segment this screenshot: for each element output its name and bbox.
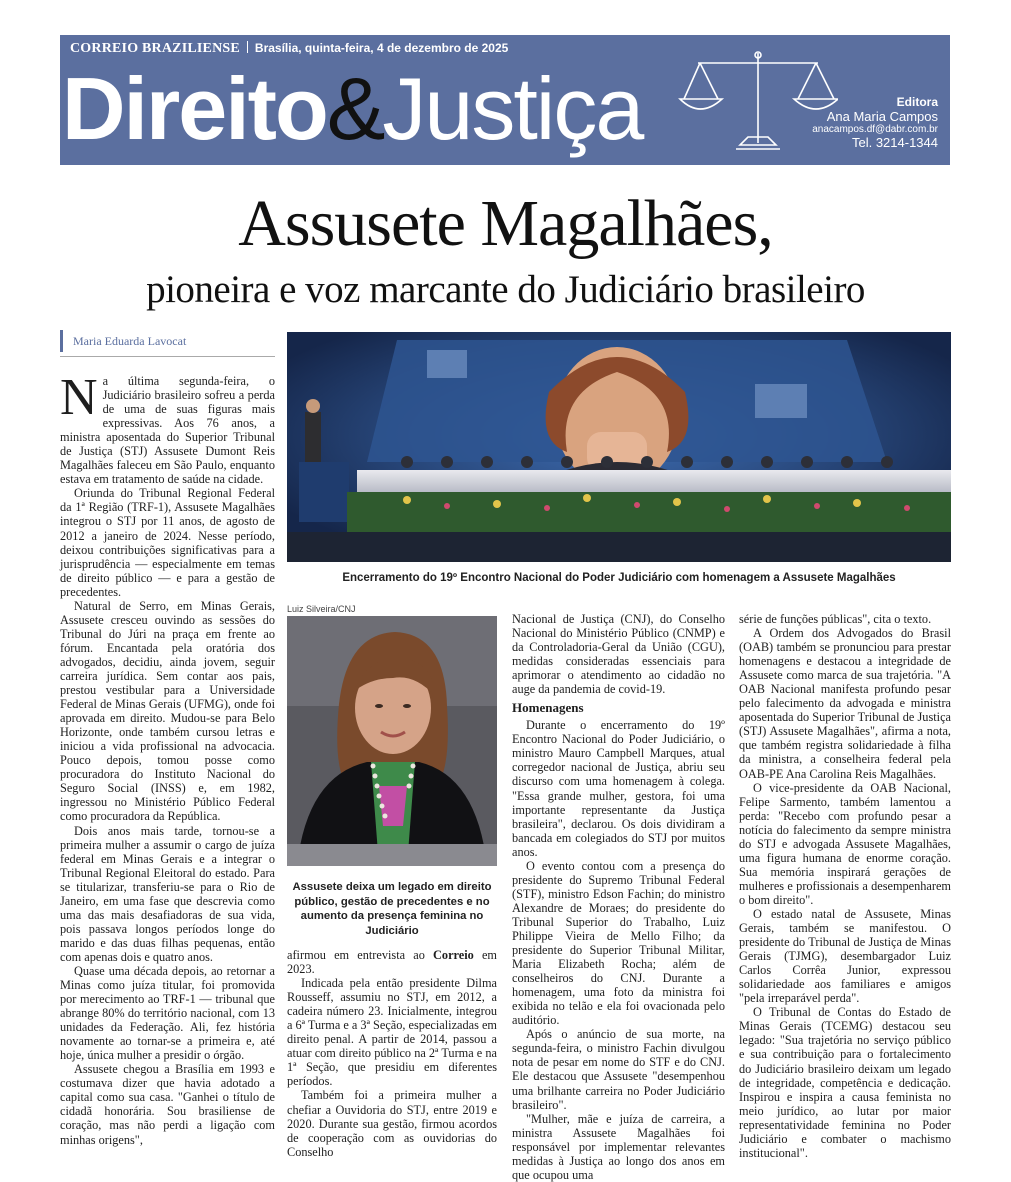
section-title-ampersand: & — [326, 59, 383, 158]
editor-box — [812, 95, 938, 150]
article-paragraph: Durante o encerramento do 19º Encontro Nacional do Poder Judiciário, o ministro Mauro Campbell Marques, atual corregedor nacional de Justiça, abriu seu discurso com uma homenagem à colega. "Essa grande mulher, gestora, foi uma importante representante da Justiça brasileira", declarou. Os dois dividiram a bancada em colegiados do STJ por muitos anos. — [512, 718, 725, 859]
byline-rule — [60, 356, 275, 357]
article-column-4 — [739, 612, 951, 1160]
article-column-2 — [287, 948, 497, 1159]
article-paragraph: Oriunda do Tribunal Regional Federal da 1ª Região (TRF-1), Assusete Magalhães integrou o STJ por 11 anos, de agosto de 2012 a janeiro de 2024. Nesse período, deixou contribuições significativas para a jurisprudência — especialmente em temas de direito público — e para a gestão de precedentes. — [60, 486, 275, 599]
editor-email[interactable]: anacampos.df@dabr.com.br — [812, 124, 938, 135]
dropcap: N — [60, 369, 98, 426]
article-paragraph: Dois anos mais tarde, tornou-se a primeira mulher a assumir o cargo de juíza federal em Minas Gerais e a integrar o Tribunal Regional Eleitoral do estado. Para se titularizar, transferiu-se para o Rio de Janeiro, em uma fase que descrevia como uma das mais desafiadoras de sua vida, pois passava longos períodos longe do marido e das duas filhas pequenas, então com apenas dois e quatro anos. — [60, 823, 275, 964]
editor-label: Editora — [896, 95, 938, 109]
article-paragraph: série de funções públicas", cita o texto. — [739, 612, 932, 626]
editor-name: Ana Maria Campos — [826, 109, 938, 124]
article-paragraph: O Tribunal de Contas do Estado de Minas Gerais (TCEMG) destacou seu legado: "Sua trajetória no serviço público e sua contribuição para o fortalecimento do Judiciário brasileiro deixam um legado de integridade, competência e dedicação. Inspirou e inspira a causa feminista no meio jurídico, ao lutar por maior representatividade feminina no Poder Judiciário e combater o machismo institucional". — [739, 1005, 951, 1160]
article-paragraph: Natural de Serro, em Minas Gerais, Assusete cresceu ouvindo as sessões do Tribunal do Júri na praça em frente ao fórum. Encantada pela oratória dos advogados, decidiu, ainda jovem, seguir carreira jurídica. Sem contar aos pais, prestou vestibular para a Universidade Federal de Minas Gerais (UFMG), onde foi aprovada em direito. Mudou-se para Belo Horizonte, onde também cursou letras e iniciou a vida profissional na advocacia. Pouco depois, tomou posse como procuradora do Instituto Nacional do Seguro Social (INSS) e, em 1982, ingressou no Ministério Público Federal como procuradora da República. — [60, 598, 275, 824]
article-paragraph: O estado natal de Assusete, Minas Gerais, também se manifestou. O presidente do Tribunal de Justiça de Minas Gerais (TJMG), desembargador Luiz Carlos Corrêa Junior, expressou solidariedade aos familiares e amigos "pela irreparável perda". — [739, 906, 951, 1006]
portrait-photo-caption: Assusete deixa um legado em direito público, gestão de precedentes e no aumento da presença feminina no Judiciário — [292, 881, 492, 937]
article-paragraph: Indicada pela então presidente Dilma Rousseff, assumiu no STJ, em 2012, a cadeira número 23. Inicialmente, integrou a 6ª Turma e a 3ª Seção, especializadas em direito penal. A partir de 2014, passou a atuar com direito público na 2ª Turma e na 1ª Seção, que presidiu em diferentes períodos. — [287, 976, 497, 1089]
portrait-photo-credit: Luiz Silveira/CNJ — [287, 604, 356, 614]
event-photo-caption: Encerramento do 19º Encontro Nacional do Poder Judiciário com homenagem a Assusete Magalhães — [342, 572, 896, 584]
article-paragraph: Quase uma década depois, ao retornar a Minas como juíza titular, foi promovida por merecimento ao TRF-1 — tribunal que abrange 80% do território nacional, com 13 unidades da Federação. Ali, fez história novamente ao tornar-se a primeira e, até hoje, única mulher a presidir o órgão. — [60, 963, 275, 1063]
newspaper-brand: CORREIO BRAZILIENSE — [70, 41, 240, 56]
edition-date: Brasília, quinta-feira, 4 de dezembro de 2025 — [254, 41, 509, 55]
article-paragraph: Assusete chegou a Brasília em 1993 e costumava dizer que havia adotado a capital como sua casa. "Ganhei o título de cidadã honorária. Sou brasiliense de coração, mas não perdi a ligação com minhas origens", — [60, 1062, 275, 1147]
article-paragraph: Também foi a primeira mulher a chefiar a Ouvidoria do STJ, entre 2019 e 2020. Durante sua gestão, firmou acordos de cooperação com as ouvidorias do Conselho — [287, 1088, 497, 1159]
section-title-justica: Justiça — [382, 59, 643, 158]
article-paragraph: O vice-presidente da OAB Nacional, Felipe Sarmento, também lamentou a perda: "Recebo com profundo pesar a notícia do falecimento da sempre ministra do STJ e advogada Assusete Magalhães, uma figura humana de enorme coração. Sua memória inspirará gerações de mulheres e profissionais a desempenharem o bom direito". — [739, 780, 951, 907]
byline: Maria Eduarda Lavocat — [60, 330, 275, 352]
section-title — [62, 59, 642, 159]
subheadline: pioneira e voz marcante do Judiciário brasileiro — [146, 268, 865, 311]
section-subtitle: Homenagens — [512, 700, 584, 716]
article-paragraph: Na última segunda-feira, o Judiciário brasileiro sofreu a perda de uma de suas figuras mais expressivas. Aos 76 anos, a ministra aposentada do Superior Tribunal de Justiça (STJ) Assusete Dumont Reis Magalhães faleceu em São Paulo, enquanto estava em tratamento de saúde na cidade. — [60, 369, 275, 487]
article-column-3 — [512, 612, 725, 1182]
portrait-photo — [287, 616, 497, 866]
editor-phone: Tel. 3214-1344 — [851, 135, 938, 150]
article-paragraph: afirmou em entrevista ao Correio em 2023. — [287, 948, 497, 977]
masthead-separator — [247, 41, 248, 53]
headline: Assusete Magalhães, — [238, 187, 773, 260]
article-paragraph: A Ordem dos Advogados do Brasil (OAB) também se pronunciou para prestar homenagens e destacou a integridade de Assusete como marca de sua trajetória. "A OAB Nacional manifesta profundo pesar pelo falecimento da advogada e ministra aposentada do Superior Tribunal de Justiça (STJ) Assusete Magalhães", afirma a nota, que também registra solidariedade à filha da ministra, a conselheira federal pela OAB-PE Ana Carolina Reis Magalhães. — [739, 626, 951, 781]
article-paragraph: O evento contou com a presença do presidente do Supremo Tribunal Federal (STF), ministro Edson Fachin; do ministro Alexandre de Moraes; do presidente do Tribunal Superior do Trabalho, Luiz Philippe Vieira de Mello Filho; da presidente do Superior Tribunal Militar, Maria Elizabeth Rocha; além de conselheiros do CNJ. Durante a homenagem, uma foto da ministra foi exibida no telão e ela foi ovacionada pelo auditório. — [512, 858, 725, 1028]
masthead-topline — [70, 41, 508, 57]
event-photo-illustration — [287, 332, 951, 562]
article-column-1 — [60, 369, 275, 1147]
section-title-direito: Direito — [62, 59, 327, 158]
masthead — [60, 35, 950, 165]
newspaper-name: Correio — [433, 948, 474, 962]
portrait-photo-illustration — [287, 616, 497, 866]
event-photo — [287, 332, 951, 562]
article-paragraph: Após o anúncio de sua morte, na segunda-feira, o ministro Fachin divulgou nota de pesar em nome do STF e do CNJ. Ele destacou que Assusete "desempenhou uma brilhante carreira no Poder Judiciário brasileiro". — [512, 1027, 725, 1112]
article-paragraph: Nacional de Justiça (CNJ), do Conselho Nacional do Ministério Público (CNMP) e da Controladoria-Geral da União (CGU), medidas consideradas essenciais para aprimorar o atendimento ao cidadão no auge da pandemia de covid-19. — [512, 612, 725, 697]
article-paragraph: "Mulher, mãe e juíza de carreira, a ministra Assusete Magalhães foi responsável por implementar relevantes medidas à Justiça ao longo dos anos em que ocupou uma — [512, 1111, 725, 1182]
